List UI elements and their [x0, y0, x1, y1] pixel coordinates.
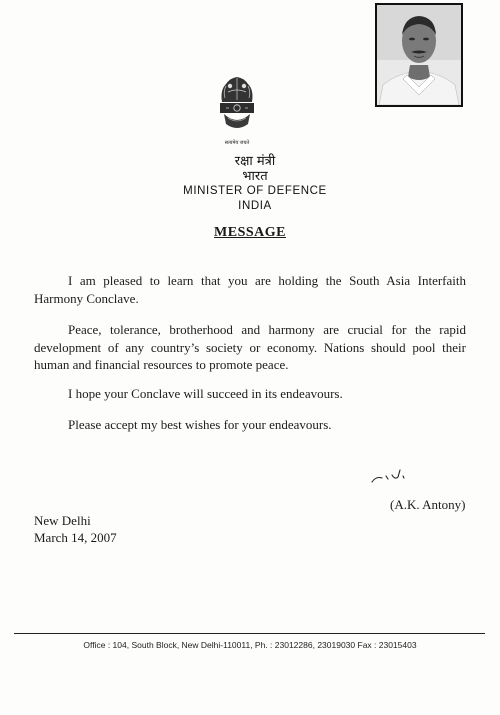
footer-divider — [14, 633, 485, 634]
paragraph-3: I hope your Conclave will succeed in its endeavours. — [68, 386, 343, 401]
date: March 14, 2007 — [34, 530, 117, 545]
signatory-name: (A.K. Antony) — [390, 497, 466, 512]
signature — [370, 466, 430, 486]
office-address: Office : 104, South Block, New Delhi-110011, Ph. : 23012286, 23019030 Fax : 23015403 — [83, 640, 417, 650]
hindi-country: भारत — [242, 169, 268, 184]
message-title: MESSAGE — [214, 225, 286, 240]
english-designation: MINISTER OF DEFENCE — [183, 185, 327, 197]
paragraph-2: Peace, tolerance, brotherhood and harmony are crucial for the rapid development of any country’s society or economy. Nations should pool their human and financial resources to promote peace. — [34, 322, 466, 372]
paragraph-4: Please accept my best wishes for your endeavours. — [68, 417, 332, 432]
hindi-designation: रक्षा मंत्री — [234, 154, 276, 169]
letterhead — [120, 154, 390, 214]
state-emblem-icon — [214, 72, 260, 142]
place: New Delhi — [34, 513, 91, 528]
emblem-motto: सत्यमेव जयते — [224, 140, 250, 146]
english-country: INDIA — [238, 200, 272, 212]
paragraph-1: I am pleased to learn that you are holding the South Asia Interfaith Harmony Conclave. — [34, 273, 466, 306]
portrait-photo — [375, 3, 463, 107]
